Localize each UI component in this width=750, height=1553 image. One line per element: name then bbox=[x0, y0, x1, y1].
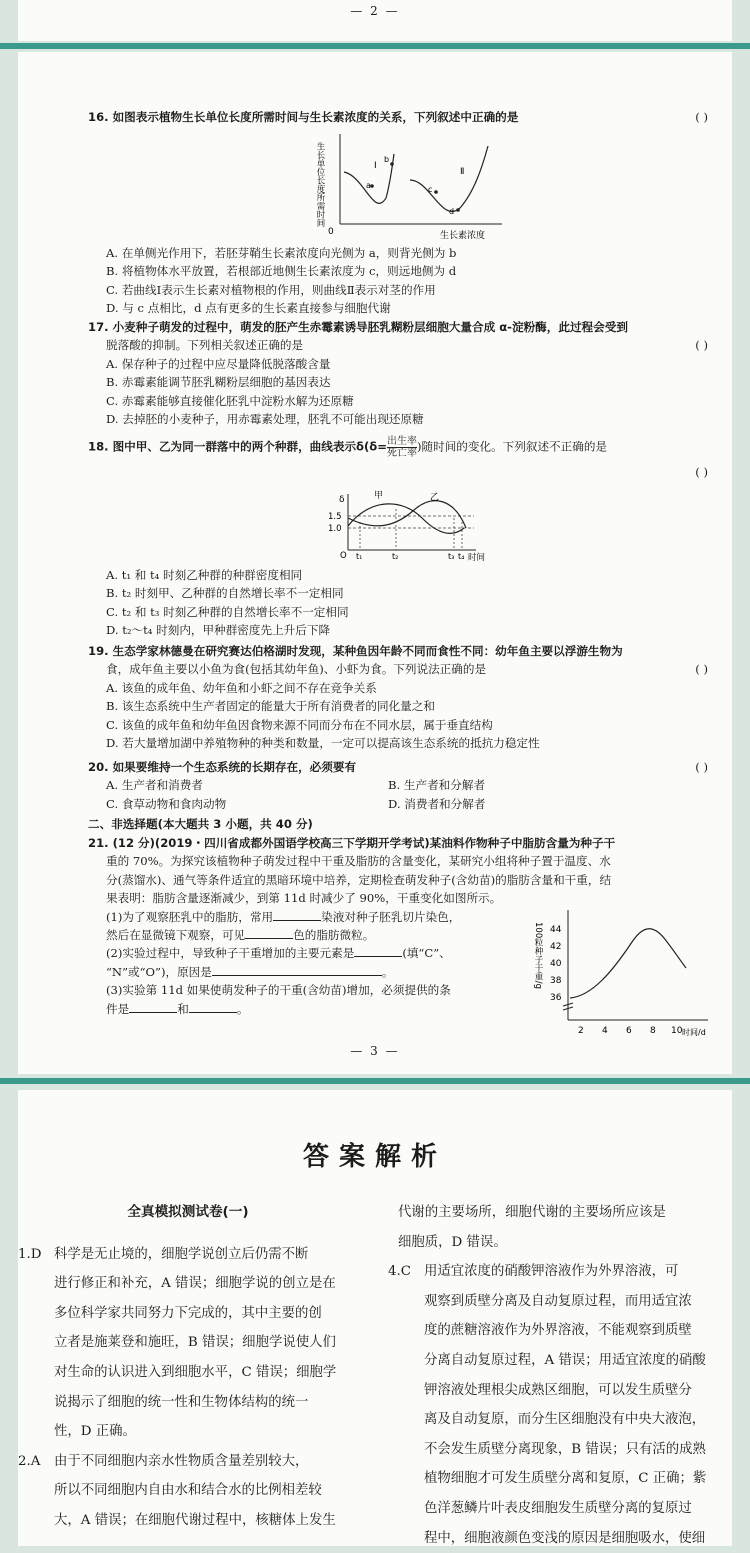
x-tick-2: 2 bbox=[578, 1026, 584, 1036]
question-stem-b: )随时间的变化。下列叙述不正确的是 bbox=[417, 439, 608, 454]
option-a: A. 生产者和消费者 bbox=[106, 778, 203, 793]
x-tick-4: 4 bbox=[602, 1026, 608, 1036]
option-b: B. t₂ 时刻甲、乙种群的自然增长率不一定相同 bbox=[106, 586, 344, 601]
sub2-text-a: (2)实验过程中，导致种子干重增加的主要元素是 bbox=[106, 946, 355, 961]
x-tick-t1: t₁ bbox=[356, 552, 363, 561]
option-c: C. 食草动物和食肉动物 bbox=[106, 796, 227, 811]
y-tick-38: 38 bbox=[550, 976, 562, 986]
option-a: A. 保存种子的过程中应尽量降低脱落酸含量 bbox=[106, 356, 331, 371]
dry-weight-curve bbox=[570, 929, 686, 998]
option-d: D. t₂～t₄ 时刻内，甲种群密度先上升后下降 bbox=[106, 623, 331, 638]
answer-label: 4.C bbox=[388, 1264, 412, 1280]
answer-line: 对生命的认识进入到细胞水平，C 错误；细胞学 bbox=[54, 1364, 337, 1380]
x-axis-unit: 时间/d bbox=[682, 1028, 706, 1037]
curve-label-I: Ⅰ bbox=[374, 161, 377, 171]
question-16 bbox=[88, 108, 712, 126]
question-stem: 16. 如图表示植物生长单位长度所需时间与生长素浓度的关系，下列叙述中正确的是 bbox=[88, 110, 519, 124]
curve-jia bbox=[348, 504, 464, 534]
answer-line: 由于不同细胞内亲水性物质含量差别较大， bbox=[54, 1453, 309, 1469]
option-d: D. 若大量增加湖中养殖物种的种类和数量，一定可以提高该生态系统的抵抗力稳定性 bbox=[106, 736, 540, 751]
y-axis-label: 100粒种子干重/g bbox=[533, 922, 543, 989]
sub2-text-b: (填“C”、 bbox=[402, 946, 451, 961]
option-c: C. t₂ 和 t₃ 时刻乙种群的自然增长率不一定相同 bbox=[106, 604, 349, 619]
y-tick-1.0: 1.0 bbox=[328, 524, 342, 534]
answer-item-3-continued bbox=[388, 1198, 728, 1257]
question-stem: 20. 如果要维持一个生态系统的长期存在，必须要有 bbox=[88, 760, 357, 774]
answer-item-2 bbox=[18, 1447, 358, 1536]
answer-line: 所以不同细胞内自由水和结合水的比例相差较 bbox=[54, 1483, 322, 1499]
origin-label: O bbox=[340, 551, 347, 561]
blank-condition-1[interactable] bbox=[129, 1000, 177, 1013]
sub2-text-d: 。 bbox=[381, 964, 394, 979]
divider-band-top bbox=[0, 43, 750, 49]
question-stem-line2: 脱落酸的抑制。下列相关叙述正确的是 bbox=[106, 338, 304, 353]
question-stem-line2: 重的 70%。为探究该植物种子萌发过程中干重及脂肪的含量变化，某研究小组将种子置于温度、水 bbox=[106, 854, 611, 869]
answer-paren: ( ) bbox=[695, 110, 708, 124]
question-stem-line1: 17. 小麦种子萌发的过程中，萌发的胚产生赤霉素诱导胚乳糊粉层细胞大量合成 α-淀粉酶，此过程会受到 bbox=[88, 320, 628, 334]
sub3-text-b: 件是 bbox=[106, 1001, 130, 1016]
option-c: C. 若曲线Ⅰ表示生长素对植物根的作用，则曲线Ⅱ表示对茎的作用 bbox=[106, 282, 436, 297]
option-b: B. 赤霉素能调节胚乳糊粉层细胞的基因表达 bbox=[106, 375, 331, 390]
fraction-denominator: 死亡率 bbox=[387, 448, 417, 459]
option-b: B. 该生态系统中生产者固定的能量大于所有消费者的同化量之和 bbox=[106, 699, 435, 714]
option-a: A. 该鱼的成年鱼、幼年鱼和小虾之间不存在竞争关系 bbox=[106, 680, 377, 695]
point-label-d: d bbox=[449, 207, 455, 216]
answer-line: 观察到质壁分离及自动复原过程，而用适宜浓 bbox=[424, 1293, 692, 1309]
section-heading-nonchoice: 二、非选择题(本大题共 3 小题，共 40 分) bbox=[88, 817, 313, 832]
question-17 bbox=[88, 318, 712, 428]
answer-line: 不会发生质壁分离现象，B 错误；只有活的成熟 bbox=[424, 1441, 706, 1457]
answer-paren: ( ) bbox=[695, 338, 708, 353]
curve-II bbox=[410, 146, 488, 212]
question-20 bbox=[88, 758, 712, 834]
question-stem-line1: 19. 生态学家林德曼在研究赛达伯格湖时发现，某种鱼因年龄不同而食性不同：幼年鱼主要以浮游生物为 bbox=[88, 644, 623, 658]
point-c bbox=[434, 190, 438, 194]
point-label-a: a bbox=[366, 181, 371, 190]
origin-label: 0 bbox=[328, 227, 334, 237]
x-tick-t4: t₄ bbox=[458, 552, 465, 561]
option-c: C. 该鱼的成年鱼和幼年鱼因食物来源不同而分布在不同水层，属于垂直结构 bbox=[106, 717, 493, 732]
point-label-b: b bbox=[384, 155, 390, 164]
answer-subtitle: 全真模拟测试卷(一) bbox=[127, 1204, 249, 1220]
question-16-options bbox=[88, 244, 712, 318]
answer-label: 2.A bbox=[18, 1453, 41, 1469]
blank-stain[interactable] bbox=[273, 908, 321, 921]
question-stem-line1: 21. (12 分)(2019・四川省成都外国语学校高三下学期开学考试)某油料作物种子中脂肪含量为种子干 bbox=[88, 836, 616, 850]
option-d: D. 与 c 点相比，d 点有更多的生长素直接参与细胞代谢 bbox=[106, 301, 391, 316]
option-a: A. 在单侧光作用下，若胚芽鞘生长素浓度向光侧为 a，则背光侧为 b bbox=[106, 246, 457, 260]
question-18 bbox=[88, 436, 712, 481]
sub3-text-d: 。 bbox=[236, 1001, 249, 1016]
answer-label: 1.D bbox=[18, 1246, 42, 1262]
page-number-middle: — 3 — bbox=[350, 1044, 400, 1058]
answer-line: 说揭示了细胞的统一性和生物体结构的统一 bbox=[54, 1394, 309, 1410]
answer-item-4 bbox=[388, 1257, 728, 1553]
question-stem-a: 18. 图中甲、乙为同一群落中的两个种群，曲线表示δ(δ= bbox=[88, 439, 387, 454]
sub1-text-b: 染液对种子胚乳切片染色， bbox=[321, 909, 461, 924]
divider-band-middle bbox=[0, 1078, 750, 1084]
question-stem-line3: 分(蒸馏水)、通气等条件适宜的黑暗环境中培养，定期检查萌发种子(含幼苗)的脂肪含量和干重，结 bbox=[106, 872, 612, 887]
answer-line: 色洋葱鳞片叶表皮细胞发生质壁分离的复原过 bbox=[424, 1500, 692, 1516]
answer-line: 科学是无止境的，细胞学说创立后仍需不断 bbox=[54, 1246, 309, 1262]
answer-line: 立者是施莱登和施旺，B 错误；细胞学说使人们 bbox=[54, 1335, 336, 1351]
x-tick-10: 10 bbox=[671, 1026, 683, 1036]
answer-line: 性，D 正确。 bbox=[54, 1424, 136, 1440]
blank-color[interactable] bbox=[245, 926, 293, 939]
sub2-text-c: “N”或“O”)，原因是 bbox=[106, 964, 212, 979]
option-b: B. 生产者和分解者 bbox=[388, 778, 486, 793]
sub1-text-a: (1)为了观察胚乳中的脂肪，常用 bbox=[106, 909, 274, 924]
answer-item-1 bbox=[18, 1240, 358, 1447]
y-axis-label: δ bbox=[339, 495, 345, 505]
y-tick-36: 36 bbox=[550, 993, 562, 1003]
answer-paren: ( ) bbox=[695, 662, 708, 677]
answer-line: 程中，细胞液颜色变浅的原因是细胞吸水，使细 bbox=[424, 1530, 706, 1546]
option-b: B. 将植物体水平放置，若根部近地侧生长素浓度为 c，则远地侧为 d bbox=[106, 264, 457, 279]
option-a: A. t₁ 和 t₄ 时刻乙种群的种群密度相同 bbox=[106, 568, 303, 582]
sub1-text-d: 色的脂肪微粒。 bbox=[293, 928, 375, 943]
point-b bbox=[390, 162, 394, 166]
label-jia: 甲 bbox=[374, 491, 384, 501]
blank-element[interactable] bbox=[354, 944, 402, 957]
y-tick-40: 40 bbox=[550, 959, 562, 969]
option-c: C. 赤霉素能够直接催化胚乳中淀粉水解为还原糖 bbox=[106, 393, 354, 408]
answer-line: 多位科学家共同努力下完成的，其中主要的创 bbox=[54, 1305, 322, 1321]
question-18-options bbox=[88, 566, 712, 640]
answer-line: 进行修正和补充，A 错误；细胞学说的创立是在 bbox=[54, 1276, 336, 1292]
answer-line: 细胞质，D 错误。 bbox=[398, 1234, 507, 1250]
blank-condition-2[interactable] bbox=[189, 1000, 237, 1013]
sub1-text-c: 然后在显微镜下观察，可见 bbox=[106, 928, 246, 943]
option-d: D. 消费者和分解者 bbox=[388, 796, 486, 811]
answer-line: 离及自动复原，而分生区细胞没有中央大液泡， bbox=[424, 1412, 706, 1428]
sub3-text-a: (3)实验第 11d 如果使萌发种子的干重(含幼苗)增加，必须提供的条 bbox=[106, 983, 451, 998]
figure-q16-growth-curve bbox=[315, 128, 508, 246]
fraction-numerator: 出生率 bbox=[387, 436, 417, 447]
curve-yi bbox=[348, 501, 466, 528]
x-axis-label: 生长素浓度 bbox=[440, 231, 486, 241]
answer-line: 大，A 错误；在细胞代谢过程中，核糖体上发生 bbox=[54, 1512, 336, 1528]
page-number-top: — 2 — bbox=[350, 4, 400, 18]
answer-line: 钾溶液处理根尖成熟区细胞，可以发生质壁分 bbox=[424, 1382, 692, 1398]
question-stem-line4: 果表明：脂肪含量逐渐减少，到第 11d 时减少了 90%，干重变化如图所示。 bbox=[106, 891, 502, 906]
blank-reason[interactable] bbox=[212, 963, 382, 976]
question-19 bbox=[88, 642, 712, 752]
question-stem-line2: 食，成年鱼主要以小鱼为食(包括其幼年鱼)、小虾为食。下列说法正确的是 bbox=[106, 662, 487, 677]
x-tick-8: 8 bbox=[650, 1026, 656, 1036]
point-d bbox=[456, 208, 460, 212]
x-tick-t2: t₂ bbox=[392, 552, 399, 561]
answer-line: 分离自动复原过程，A 错误；用适宜浓度的硝酸 bbox=[424, 1352, 706, 1368]
figure-q21-dry-weight bbox=[532, 902, 716, 1040]
y-tick-1.5: 1.5 bbox=[328, 512, 342, 522]
label-yi: 乙 bbox=[430, 493, 440, 503]
answer-title: 答案解析 bbox=[302, 1142, 447, 1172]
answer-paren: ( ) bbox=[695, 760, 708, 774]
x-tick-t3: t₃ bbox=[448, 552, 455, 561]
answer-line: 度的蔗糖溶液作为外界溶液，不能观察到质壁 bbox=[424, 1323, 692, 1339]
answer-line: 代谢的主要场所，细胞代谢的主要场所应该是 bbox=[398, 1205, 666, 1220]
y-tick-42: 42 bbox=[550, 942, 562, 952]
point-label-c: c bbox=[428, 185, 433, 194]
x-tick-6: 6 bbox=[626, 1026, 632, 1036]
answer-paren: ( ) bbox=[695, 465, 708, 479]
y-axis-label: 生长单位长度所需时间 bbox=[315, 142, 325, 227]
delta-fraction bbox=[387, 436, 417, 459]
sub3-text-c: 和 bbox=[177, 1001, 189, 1016]
option-d: D. 去掉胚的小麦种子，用赤霉素处理，胚乳不可能出现还原糖 bbox=[106, 412, 424, 427]
answer-column-right bbox=[388, 1198, 728, 1553]
x-axis-label: 时间 bbox=[468, 553, 486, 563]
figure-q18-delta-curve bbox=[326, 488, 496, 562]
answer-line: 植物细胞才可发生质壁分离和复原，C 正确；紫 bbox=[424, 1471, 707, 1487]
curve-label-II: Ⅱ bbox=[460, 167, 465, 177]
answer-line: 用适宜浓度的硝酸钾溶液作为外界溶液，可 bbox=[424, 1264, 679, 1280]
y-tick-44: 44 bbox=[550, 925, 562, 935]
answer-column-left bbox=[18, 1198, 358, 1536]
